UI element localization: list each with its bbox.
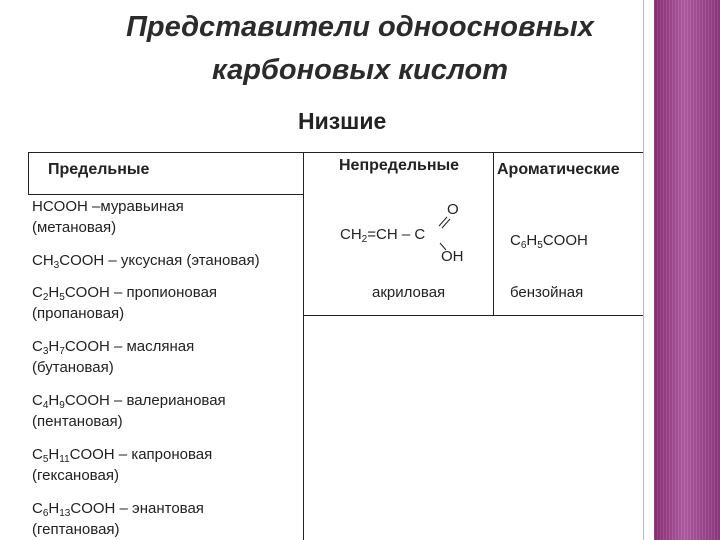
table-left-border [28,152,29,194]
acid-caproic [32,444,212,486]
decorative-side-band [654,0,720,540]
acid-formic [32,196,184,238]
acid-name: – капроновая [114,446,213,463]
benzoic-formula: $C_6H_5COOH$ [510,232,588,251]
table-top-border [28,152,303,153]
acrylic-bonds [430,212,454,256]
acid-name: – пропионовая [109,284,218,301]
column-divider-2 [493,152,494,315]
acid-formula: $C_3H_7COOH$ [32,338,110,357]
table-top-border-right [303,152,643,153]
acid-systematic-name: (гептановая) [32,521,120,538]
acid-propionic [32,282,217,324]
title-line-2: карбоновых кислот [212,54,508,86]
header-bottom-border [28,194,303,195]
acrylic-formula: $CH_2=CH - C$ [340,226,426,245]
subtitle: Низшие [298,108,387,134]
acid-systematic-name: (пропановая) [32,305,125,322]
acid-enanthic [32,498,204,540]
acid-systematic-name: (метановая) [32,219,117,236]
header-unsaturated: Непредельные [339,157,460,174]
acid-butyric [32,336,194,378]
acid-name: – масляная [109,338,195,355]
acrylic-hydroxyl: OH [441,248,464,265]
acid-formula: $C_4H_9COOH$ [32,392,110,411]
acid-formula: $CH_3COOH$ [32,252,105,271]
acrylic-oxygen: O [447,201,459,218]
acid-systematic-name: (бутановая) [32,359,114,376]
acrylic-name: акриловая [372,284,446,301]
acid-acetic [32,250,260,271]
acid-name: –муравьиная [87,198,184,215]
row-bottom-border [303,315,643,316]
acid-formula: $C_2H_5COOH$ [32,284,110,303]
column-divider-1 [303,152,304,540]
acid-name: – энантовая [115,500,204,517]
header-saturated: Предельные [48,161,150,178]
header-aromatic: Ароматические [497,161,620,178]
acid-name: – уксусная (этановая) [104,252,260,269]
acid-valeric [32,390,226,432]
acid-systematic-name: (пентановая) [32,413,123,430]
acid-formula: HCOOH [32,198,88,215]
acid-formula: $C_6H_{13}COOH$ [32,500,116,519]
acid-formula: $C_5H_{11}COOH$ [32,446,115,465]
acid-systematic-name: (гексановая) [32,467,119,484]
benzoic-name: бензойная [510,284,584,301]
acid-name: – валериановая [109,392,226,409]
slide-title [60,6,660,92]
title-line-1: Представители одноосновных [126,11,594,43]
